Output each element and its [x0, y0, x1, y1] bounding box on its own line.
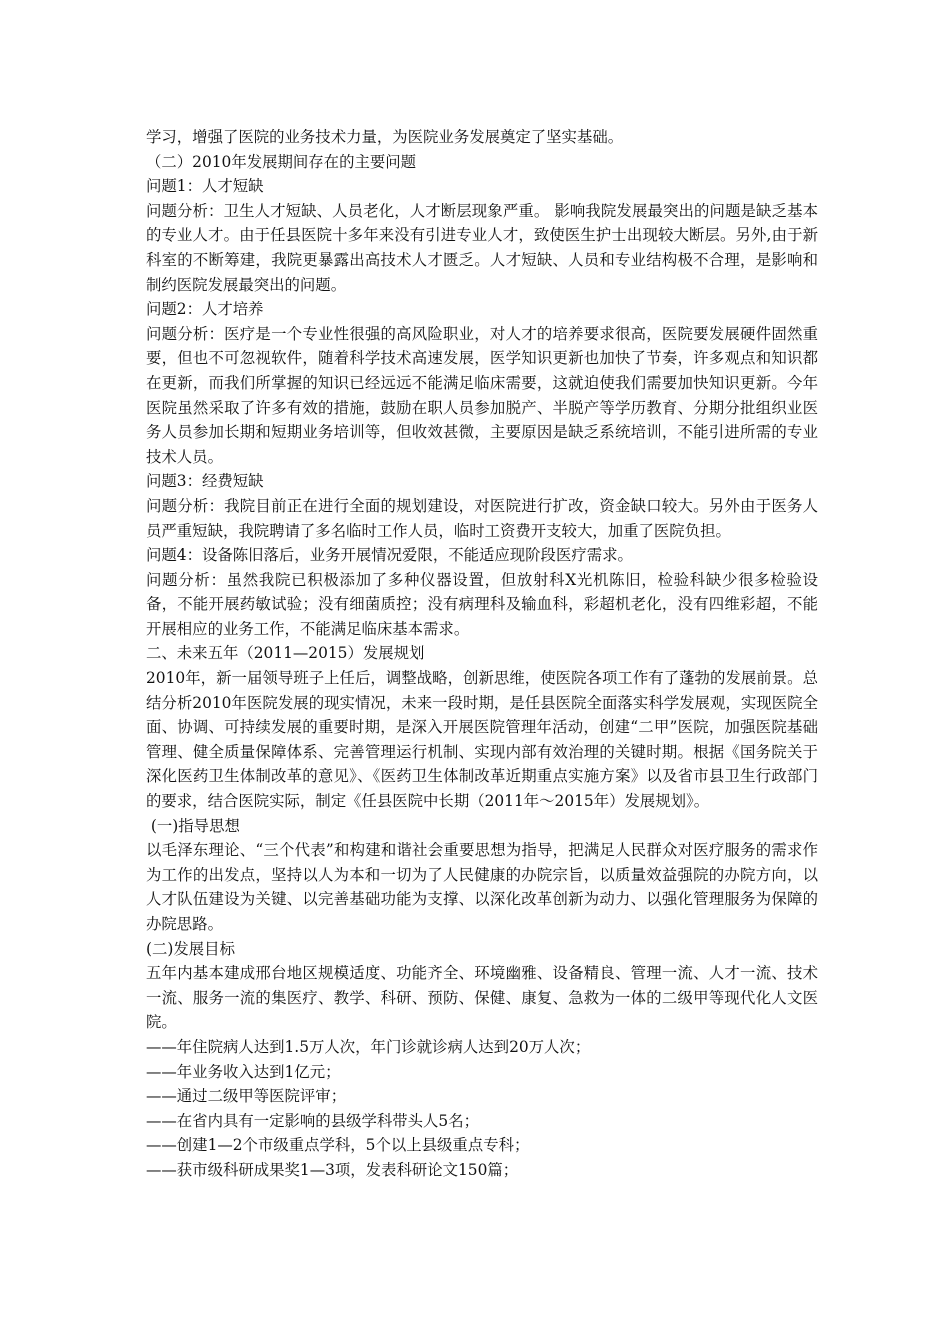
document-body	[146, 125, 818, 1183]
problem-1-analysis: 问题分析：卫生人才短缺、人员老化，人才断层现象严重。 影响我院发展最突出的问题是缺乏基本的专业人才。由于任县医院十多年来没有引进专业人才，致使医生护士出现较大断层。另外,由于新科室的不断筹建，我院更暴露出高技术人才匮乏。人才短缺、人员和专业结构极不合理，是影响和制约医院发展最突出的问题。	[146, 201, 818, 294]
problem-4-title: 问题4：设备陈旧落后，业务开展情况爱限，不能适应现阶段医疗需求。	[146, 546, 633, 565]
goal-item: ——年业务收入达到1亿元；	[146, 1062, 341, 1081]
guiding-ideology-text: 以毛泽东理论、“三个代表”和构建和谐社会重要思想为指导，把满足人民群众对医疗服务的需求作为工作的出发点，坚持以人为本和一切为了人民健康的办院宗旨，以质量效益强院的办院方向，以人才队伍建设为关键、以完善基础功能为支撑、以深化改革创新为动力、以强化管理服务为保障的办院思路。	[146, 841, 818, 933]
problem-4-analysis: 问题分析：虽然我院已积极添加了多种仪器设置，但放射科X光机陈旧，检验科缺少很多检验设备，不能开展药敏试验；没有细菌质控；没有病理科及输血科，彩超机老化，没有四维彩超，不能开展相应的业务工作，不能满足临床基本需求。	[146, 570, 818, 638]
problem-3-analysis: 问题分析：我院目前正在进行全面的规划建设，对医院进行扩改，资金缺口较大。另外由于医务人员严重短缺，我院聘请了多名临时工作人员，临时工资费开支较大，加重了医院负担。	[146, 496, 818, 540]
goal-item: ——年住院病人达到1.5万人次，年门诊就诊病人达到20万人次；	[146, 1037, 591, 1056]
plan-overview: 2010年，新一届领导班子上任后，调整战略，创新思维，使医院各项工作有了蓬勃的发展前景。总结分析2010年医院发展的现实情况，未来一段时期，是任县医院全面落实科学发展观，实现医院全面、协调、可持续发展的重要时期，是深入开展医院管理年活动，创建“二甲”医院，加强医院基础管理、健全质量保障体系、完善管理运行机制、实现内部有效治理的关键时期。根据《国务院关于深化医药卫生体制改革的意见》、《医药卫生体制改革近期重点实施方案》以及省市县卫生行政部门的要求，结合医院实际，制定《任县医院中长期（2011年～2015年）发展规划》。	[146, 669, 818, 811]
goal-item: ——创建1—2个市级重点学科，5个以上县级重点专科；	[146, 1136, 530, 1155]
goal-item: ——在省内具有一定影响的县级学科带头人5名；	[146, 1111, 479, 1130]
problem-2-title: 问题2：人才培养	[146, 300, 264, 319]
subheading-guiding-ideology: (一)指导思想	[146, 816, 240, 835]
section-heading-plan: 二、未来五年（2011—2015）发展规划	[146, 644, 425, 663]
goal-item: ——通过二级甲等医院评审；	[146, 1087, 347, 1106]
problem-3-title: 问题3：经费短缺	[146, 472, 264, 491]
paragraph-intro-continuation: 学习，增强了医院的业务技术力量，为医院业务发展奠定了坚实基础。	[146, 128, 624, 146]
goal-item: ——获市级科研成果奖1—3项，发表科研论文150篇；	[146, 1160, 519, 1179]
problem-2-analysis: 问题分析：医疗是一个专业性很强的高风险职业，对人才的培养要求很高，医院要发展硬件固然重要，但也不可忽视软件，随着科学技术高速发展，医学知识更新也加快了节奏，许多观点和知识都在更新，而我们所掌握的知识已经远远不能满足临床需要，这就迫使我们需要加快知识更新。今年医院虽然采取了许多有效的措施，鼓励在职人员参加脱产、半脱产等学历教育、分期分批组织业医务人员参加长期和短期业务培训等，但收效甚微，主要原因是缺乏系统培训，不能引进所需的专业技术人员。	[146, 324, 818, 466]
problem-1-title: 问题1：人才短缺	[146, 177, 264, 196]
development-goals-text: 五年内基本建成邢台地区规模适度、功能齐全、环境幽雅、设备精良、管理一流、人才一流、技术一流、服务一流的集医疗、教学、科研、预防、保健、康复、急救为一体的二级甲等现代化人文医院。	[146, 964, 818, 1032]
subheading-development-goals: (二)发展目标	[146, 939, 235, 958]
section-heading-problems: （二）2010年发展期间存在的主要问题	[146, 152, 417, 171]
